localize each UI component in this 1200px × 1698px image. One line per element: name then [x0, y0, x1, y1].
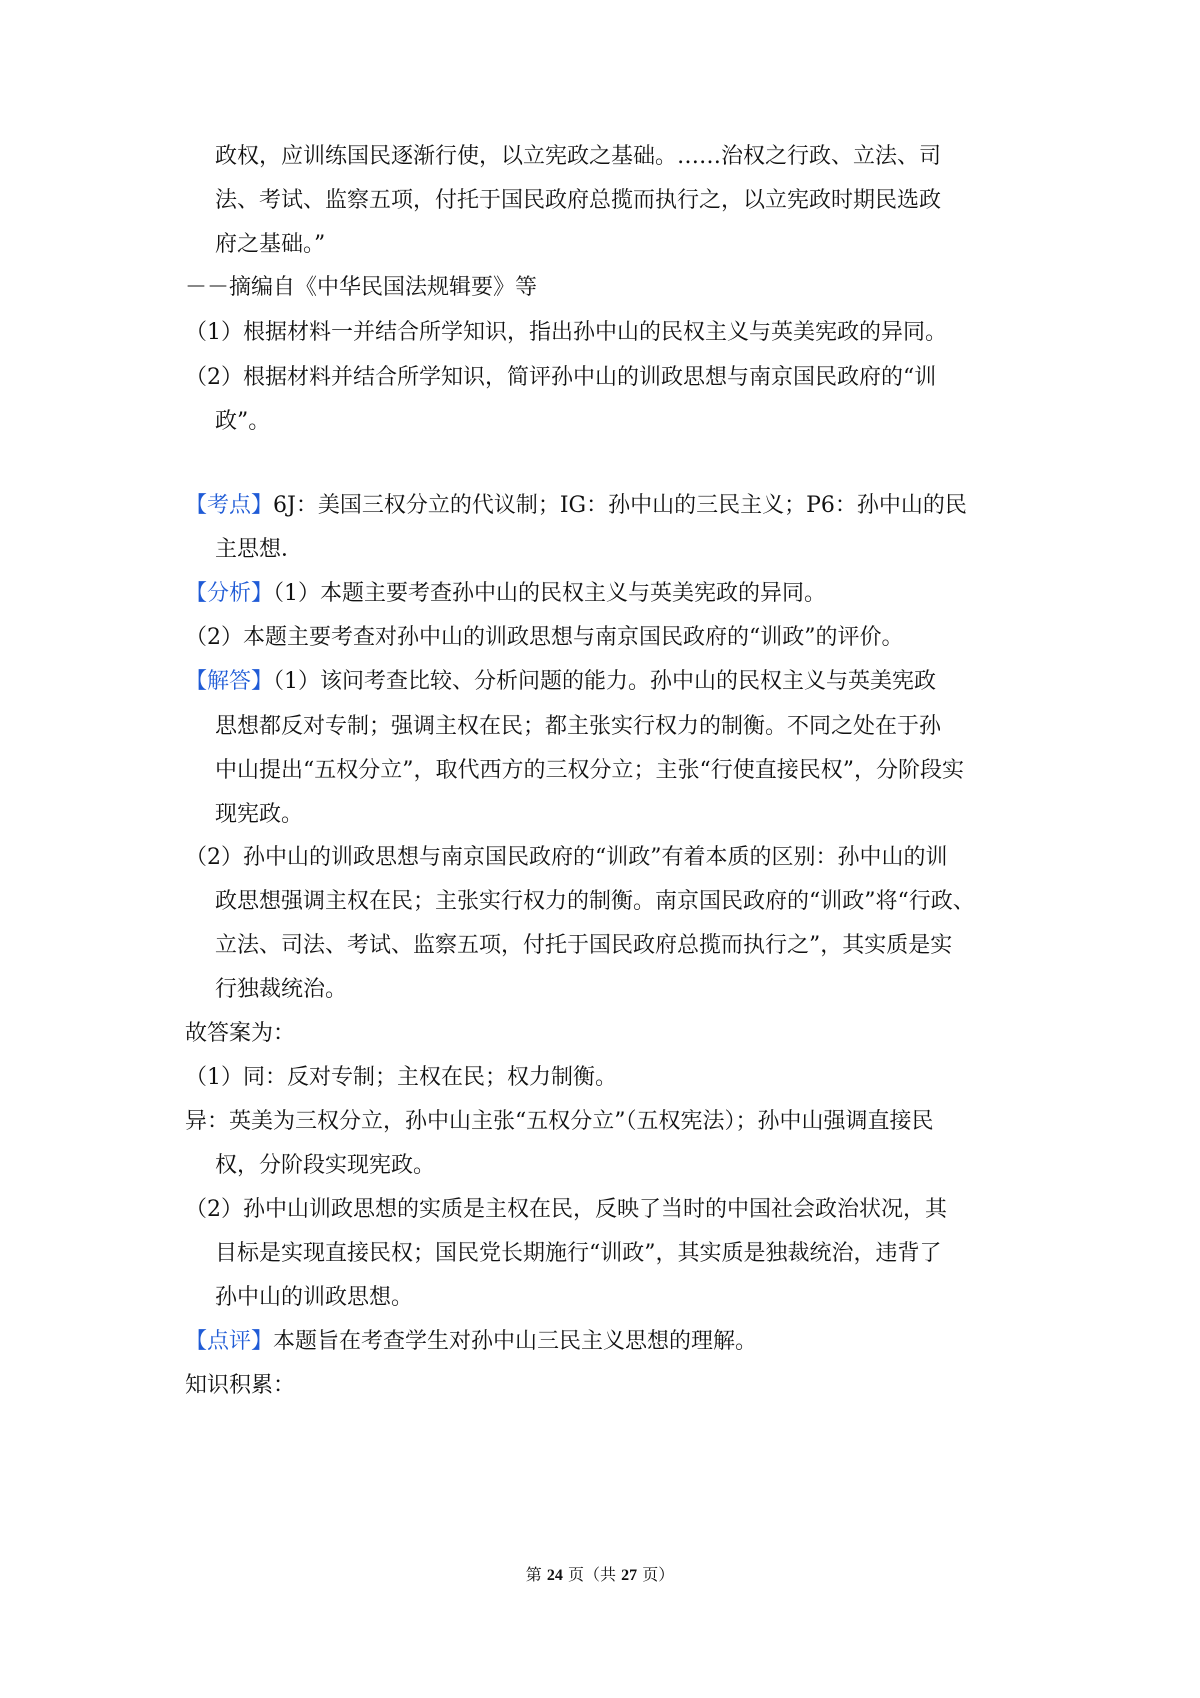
material-source: －－摘编自《中华民国法规辑要》等 [185, 275, 538, 300]
jieda-line-1 [185, 667, 936, 697]
total-pages: 27 [621, 1567, 638, 1584]
page-number: 24 [546, 1567, 563, 1584]
kaodian-tag: 【考点】 [185, 493, 274, 518]
answer-2-line-2: 目标是实现直接民权；国民党长期施行“训政”，其实质是独裁统治，违背了 [215, 1241, 942, 1266]
footer-suffix: 页） [642, 1565, 675, 1584]
answer-1-diff-line-1: 异：英美为三权分立，孙中山主张“五权分立”（五权宪法）；孙中山强调直接民 [185, 1109, 934, 1134]
jieda-text: （1）该问考查比较、分析问题的能力。孙中山的民权主义与英美宪政 [273, 669, 937, 694]
kaodian-line-2: 主思想． [215, 537, 304, 562]
footer-prefix: 第 [525, 1565, 542, 1584]
answer-1: （1）同：反对专制；主权在民；权力制衡。 [185, 1065, 617, 1090]
knowledge-heading: 知识积累： [185, 1373, 296, 1398]
material-continuation-line-2: 法、考试、监察五项，付托于国民政府总揽而执行之，以立宪政时期民选政 [215, 188, 942, 213]
dianping-line [185, 1327, 757, 1357]
jieda-line-2: 思想都反对专制；强调主权在民；都主张实行权力的制衡。不同之处在于孙 [215, 714, 942, 739]
question-1: （1）根据材料一并结合所学知识，指出孙中山的民权主义与英美宪政的异同。 [185, 320, 947, 345]
footer-mid: 页（共 [567, 1565, 616, 1584]
jieda-tag: 【解答】 [185, 669, 274, 694]
dianping-tag: 【点评】 [185, 1329, 274, 1354]
answer-2-line-1: （2）孙中山训政思想的实质是主权在民，反映了当时的中国社会政治状况，其 [185, 1197, 947, 1222]
material-continuation-line-3: 府之基础。” [215, 232, 326, 257]
answer-1-diff-line-2: 权，分阶段实现宪政。 [215, 1153, 436, 1178]
answer-2-line-3: 孙中山的训政思想。 [215, 1285, 414, 1310]
jieda-p2-line-4: 行独裁统治。 [215, 977, 348, 1002]
jieda-line-4: 现宪政。 [215, 802, 304, 827]
fenxi-tag: 【分析】 [185, 581, 274, 606]
question-2-line-2: 政”。 [215, 409, 271, 434]
kaodian-line-1 [185, 491, 967, 521]
page-footer [0, 1564, 1200, 1587]
jieda-p2-line-1: （2）孙中山的训政思想与南京国民政府的“训政”有着本质的区别：孙中山的训 [185, 845, 948, 870]
fenxi-line-2: （2）本题主要考查对孙中山的训政思想与南京国民政府的“训政”的评价。 [185, 625, 904, 650]
jieda-p2-line-3: 立法、司法、考试、监察五项，付托于国民政府总揽而执行之”，其实质是实 [215, 933, 953, 958]
jieda-p2-line-2: 政思想强调主权在民；主张实行权力的制衡。南京国民政府的“训政”将“行政、 [215, 889, 975, 914]
dianping-text: 本题旨在考查学生对孙中山三民主义思想的理解。 [273, 1329, 758, 1354]
jieda-line-3: 中山提出“五权分立”，取代西方的三权分立；主张“行使直接民权”，分阶段实 [215, 758, 964, 783]
kaodian-text: 6J：美国三权分立的代议制；IG：孙中山的三民主义；P6：孙中山的民 [273, 493, 967, 518]
fenxi-text: （1）本题主要考查孙中山的民权主义与英美宪政的异同。 [273, 581, 827, 606]
answer-intro: 故答案为： [185, 1021, 296, 1046]
question-2-line-1: （2）根据材料并结合所学知识，简评孙中山的训政思想与南京国民政府的“训 [185, 365, 937, 390]
fenxi-line-1 [185, 579, 826, 609]
material-continuation-line-1: 政权，应训练国民逐渐行使，以立宪政之基础。……治权之行政、立法、司 [215, 144, 942, 169]
